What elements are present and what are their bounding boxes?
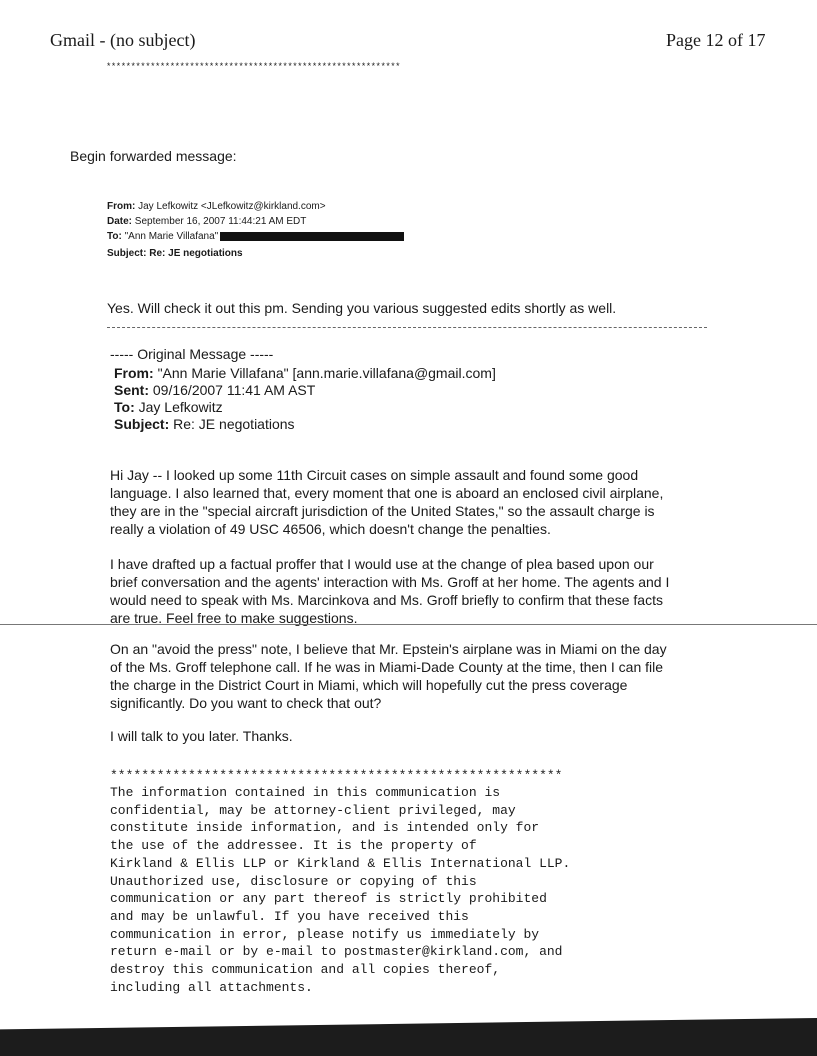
disclaimer-text: The information contained in this communication is confidential, may be attorney-client privileged, may constitute inside information, and is intended only for the use of the addressee. It is the property of Kirkland & Ellis LLP or Kirkland & Ellis International LLP. Unauthorized use, disclosure or copying of this communication or any part thereof is strictly prohibited and may be unlawful. If you have received this communication in error, please notify us immediately by return e-mail or by e-mail to postmaster@kirkland.com, and destroy this communication and all copies thereof, including all attachments. [110,785,571,995]
original-subject-value: Re: JE negotiations [173,416,295,432]
body-paragraph: I have drafted up a factual proffer that I would use at the change of plea based upon our brief conversation and the agents' interaction with Ms. Groff at her home. The agents and I would need to speak with Ms. Marcinkova and Ms. Groff briefly to confirm that these facts are true. Feel free to make suggestions. [110,556,670,626]
forward-to-label: To: [107,231,122,243]
body-paragraph: Hi Jay -- I looked up some 11th Circuit cases on simple assault and found some good language. I also learned that, every moment that one is aboard an enclosed civil airplane, they are in the "special aircraft jurisdiction of the United States," so the assault charge is really a violation of 49 USC 46506, which doesn't change the penalties. [110,467,664,537]
scan-edge-shadow [0,1018,817,1056]
original-from-value: "Ann Marie Villafana" [ann.marie.villafana@gmail.com] [157,365,496,381]
page-fold-line [0,624,817,625]
original-sent [114,383,315,397]
divider [107,327,707,328]
forward-date [107,217,306,227]
forward-date-label: Date: [107,216,133,227]
original-subject-label: Subject: [114,416,170,432]
forward-subject-label: Subject: [107,248,147,259]
page-title: Gmail - (no subject) [50,30,196,50]
star-divider: ************************************************************ [106,62,401,72]
forward-from-label: From: [107,201,136,212]
original-to [114,400,223,414]
forward-intro: Begin forwarded message: [70,148,237,164]
original-from [114,366,496,380]
original-message-heading: ----- Original Message ----- [110,346,274,362]
forward-from-value: Jay Lefkowitz <JLefkowitz@kirkland.com> [138,201,326,212]
redaction-bar [220,232,404,241]
forward-to-value: "Ann Marie Villafana" [124,231,219,243]
original-sent-label: Sent: [114,382,149,398]
forward-subject-value: Re: JE negotiations [149,248,243,259]
original-subject [114,417,295,431]
body-paragraph: I will talk to you later. Thanks. [110,728,293,744]
original-to-value: Jay Lefkowitz [138,399,223,415]
forward-from [107,202,326,212]
forward-to [107,232,404,242]
disclaimer-stars: ********************************************************** [110,768,563,783]
original-to-label: To: [114,399,135,415]
body-paragraph: On an "avoid the press" note, I believe that Mr. Epstein's airplane was in Miami on the day of the Ms. Groff telephone call. If he was in Miami-Dade County at the time, then I can file the charge in the District Court in Miami, which will hopefully cut the press coverage significantly. Do you want to check that out? [110,641,667,711]
forward-subject [107,249,243,259]
original-sent-value: 09/16/2007 11:41 AM AST [152,382,316,398]
original-from-label: From: [114,365,154,381]
reply-text: Yes. Will check it out this pm. Sending you various suggested edits shortly as well. [107,300,617,316]
page-number: Page 12 of 17 [666,30,766,50]
forward-date-value: September 16, 2007 11:44:21 AM EDT [134,216,307,227]
